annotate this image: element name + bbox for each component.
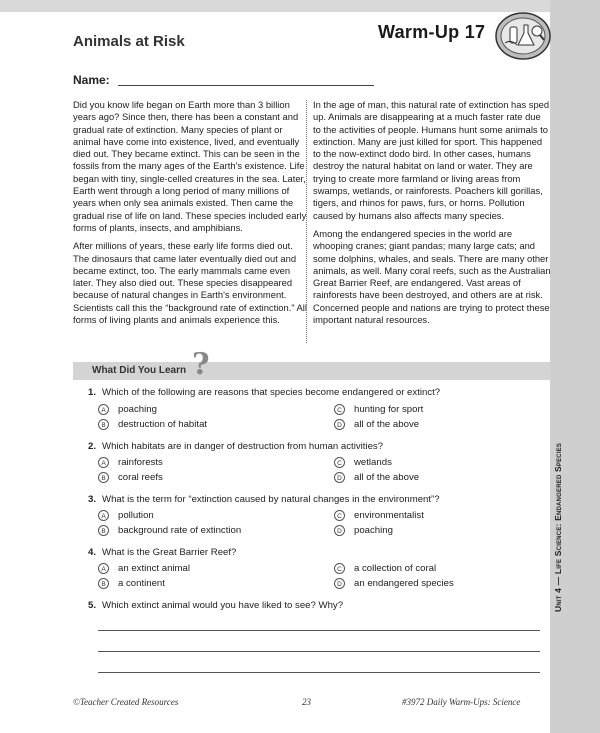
warmup-label: Warm-Up 17 — [378, 22, 486, 42]
science-tools-logo-icon — [493, 9, 553, 61]
question-number: 1. — [88, 387, 97, 398]
answer-bubble-icon[interactable]: A — [98, 510, 109, 521]
question-mark-icon: ? — [192, 347, 210, 382]
passage-paragraph: After millions of years, these early life forms died out. The dinosaurs that came later eventually died out and became extinct, too. The early mammals came even later. They also died out. These species disappeared because of natural changes in Earth's environment. Scientists call this the “background rate of extinction.” All forms of living plants and animals experience this. — [73, 240, 307, 326]
passage-left-column — [73, 99, 311, 332]
page-title: Animals at Risk — [73, 33, 185, 50]
answer-bubble-icon[interactable]: A — [98, 563, 109, 574]
answer-bubble-icon[interactable]: D — [334, 578, 345, 589]
column-divider — [306, 100, 307, 343]
question-1 — [88, 387, 440, 398]
answer-bubble-icon[interactable]: C — [334, 404, 345, 415]
question-number: 5. — [88, 600, 97, 611]
option-text: all of the above — [354, 472, 420, 483]
question-2 — [88, 441, 383, 452]
option-text: an endangered species — [354, 578, 454, 589]
option-text: a collection of coral — [354, 563, 437, 574]
footer-page-number: 23 — [302, 697, 311, 707]
option-text: poaching — [118, 404, 157, 415]
answer-bubble-icon[interactable]: B — [98, 578, 109, 589]
option-text: all of the above — [354, 419, 420, 430]
answer-bubble-icon[interactable]: A — [98, 404, 109, 415]
option-text: a continent — [118, 578, 165, 589]
answer-bubble-icon[interactable]: B — [98, 525, 109, 536]
question-text: What is the Great Barrier Reef? — [102, 547, 237, 558]
passage-paragraph: In the age of man, this natural rate of extinction has sped up. Animals are disappearing at a much faster rate due to the activities of people. Humans hunt some animals to extinction. Many are just killed for sport. This happened to the now-extinct dodo bird. In other cases, humans destroy the natural habitat on land or water. They are trying to create more farmland or living areas from swamps, wetlands, or rainforests. Poachers kill gorillas, tigers, and rhinos for paws, furs, or horns. Pollution caused by humans also affects many species. — [313, 99, 550, 221]
option-text: hunting for sport — [354, 404, 424, 415]
answer-option[interactable] — [334, 578, 454, 589]
answer-option[interactable] — [98, 525, 241, 536]
answer-option[interactable] — [98, 419, 207, 430]
answer-bubble-icon[interactable]: C — [334, 510, 345, 521]
answer-option[interactable] — [98, 578, 165, 589]
sidebar-unit-label: Unit 4 — Life Science: Endangered Species — [553, 442, 563, 612]
question-3 — [88, 494, 440, 505]
passage-paragraph: Did you know life began on Earth more than 3 billion years ago? Since then, there has been a constant and gradual rate of extinction. Many species of plant or animal have come into existence, lived, and eventually died out. They became extinct. This can be seen in the fossils from the many ages of the Earth's existence. Life began with tiny, single-celled creatures in the sea. Later, Earth went through a long period of many millions of years when only sea animals existed. Then came the gradual rise of life on land. These species included early forms of plants, insects, and amphibians. — [73, 99, 307, 233]
answer-writing-line[interactable] — [98, 672, 540, 673]
answer-option[interactable] — [334, 525, 393, 536]
question-number: 2. — [88, 441, 97, 452]
name-label: Name: — [73, 73, 110, 87]
answer-option[interactable] — [98, 457, 163, 468]
answer-option[interactable] — [98, 404, 157, 415]
question-4 — [88, 547, 236, 558]
answer-option[interactable] — [98, 472, 163, 483]
question-number: 4. — [88, 547, 97, 558]
option-text: coral reefs — [118, 472, 163, 483]
passage-paragraph: Among the endangered species in the world are whooping cranes; giant pandas; many large cats; and some dolphins, whales, and seals. There are many other animals, as well. Many coral reefs, such as the Australian Great Barrier Reef, are endangered. Vast areas of rainforests have been destroyed, and others are at risk. Concerned people and nations are trying to protect these important natural resources. — [313, 227, 551, 326]
answer-option[interactable] — [334, 510, 424, 521]
answer-bubble-icon[interactable]: C — [334, 563, 345, 574]
answer-bubble-icon[interactable]: B — [98, 472, 109, 483]
question-number: 3. — [88, 494, 97, 505]
answer-option[interactable] — [334, 563, 436, 574]
answer-option[interactable] — [334, 472, 419, 483]
question-text: What is the term for “extinction caused by natural changes in the environment”? — [102, 494, 440, 505]
answer-bubble-icon[interactable]: B — [98, 419, 109, 430]
question-text: Which habitats are in danger of destruction from human activities? — [102, 441, 384, 452]
answer-option[interactable] — [334, 404, 423, 415]
passage-right-column — [313, 99, 551, 332]
footer-publisher: ©Teacher Created Resources — [73, 697, 179, 707]
option-text: destruction of habitat — [118, 419, 208, 430]
answer-bubble-icon[interactable]: D — [334, 525, 345, 536]
question-text: Which extinct animal would you have liked to see? Why? — [102, 600, 344, 611]
option-text: an extinct animal — [118, 563, 190, 574]
answer-option[interactable] — [98, 510, 154, 521]
option-text: poaching — [354, 525, 393, 536]
answer-writing-line[interactable] — [98, 651, 540, 652]
footer-book-title: #3972 Daily Warm-Ups: Science — [402, 697, 521, 707]
answer-writing-line[interactable] — [98, 630, 540, 631]
answer-option[interactable] — [334, 419, 419, 430]
option-text: environmentalist — [354, 510, 424, 521]
answer-bubble-icon[interactable]: A — [98, 457, 109, 468]
option-text: pollution — [118, 510, 154, 521]
option-text: rainforests — [118, 457, 163, 468]
name-input-line[interactable] — [118, 85, 374, 86]
question-text: Which of the following are reasons that species become endangered or extinct? — [102, 387, 441, 398]
answer-option[interactable] — [334, 457, 392, 468]
section-title: What Did You Learn — [92, 365, 187, 376]
answer-option[interactable] — [98, 563, 190, 574]
answer-bubble-icon[interactable]: D — [334, 472, 345, 483]
question-5 — [88, 600, 343, 611]
option-text: wetlands — [354, 457, 392, 468]
answer-bubble-icon[interactable]: D — [334, 419, 345, 430]
answer-bubble-icon[interactable]: C — [334, 457, 345, 468]
option-text: background rate of extinction — [118, 525, 242, 536]
